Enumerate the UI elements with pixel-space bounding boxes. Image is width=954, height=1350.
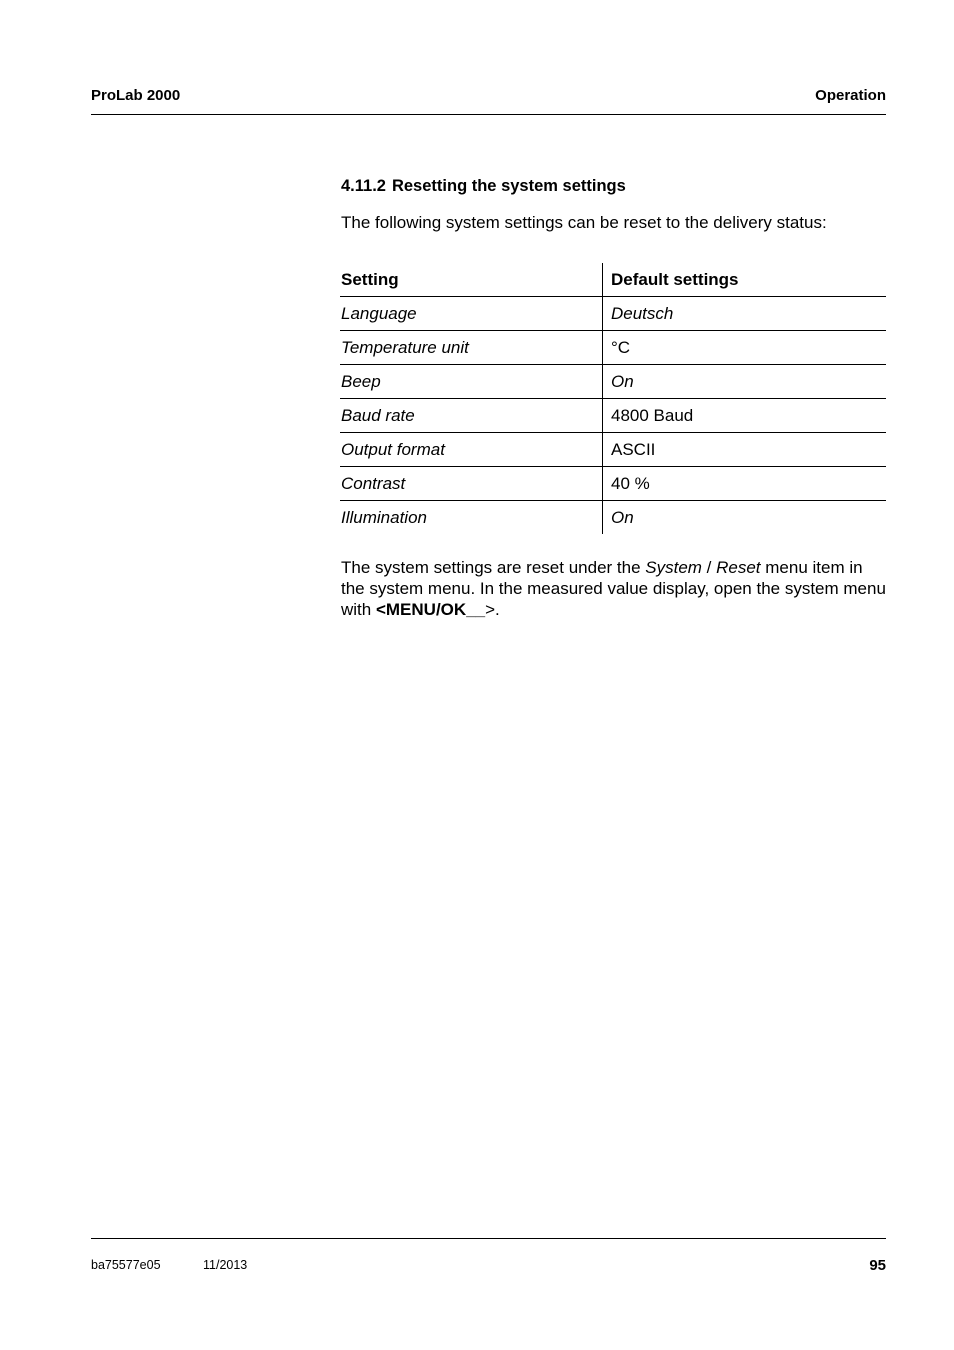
header-product: ProLab 2000 xyxy=(91,87,181,104)
instructions-part3: >. xyxy=(485,600,500,619)
page-number: 95 xyxy=(869,1257,886,1274)
section-number: 4.11.2 xyxy=(341,177,386,195)
setting-default: On xyxy=(611,507,634,527)
menu-ok-key: <MENU/OK xyxy=(375,600,467,619)
table-row xyxy=(340,365,886,399)
footer-doc-id: ba75577e05 xyxy=(91,1258,161,1272)
setting-default: 4800 Baud xyxy=(603,399,887,433)
setting-default: °C xyxy=(603,331,887,365)
setting-name: Baud rate xyxy=(340,399,603,433)
setting-name: Language xyxy=(340,297,603,331)
table-row xyxy=(340,297,886,331)
setting-name: Output format xyxy=(340,433,603,467)
page-header xyxy=(91,86,886,115)
instructions-part1: The system settings are reset under the xyxy=(341,558,646,577)
footer-date: 11/2013 xyxy=(203,1258,248,1272)
menu-separator: / xyxy=(701,558,717,577)
setting-default: Deutsch xyxy=(603,297,887,331)
setting-name: Beep xyxy=(340,365,603,399)
table-row xyxy=(340,433,886,467)
intro-text: The following system settings can be reset to the delivery status: xyxy=(341,213,827,232)
table-header-row xyxy=(340,263,886,297)
instructions-part2: menu item in the system menu. In the measured value display, open the system menu with xyxy=(341,558,886,619)
page-footer xyxy=(91,1238,886,1279)
column-header-default: Default settings xyxy=(603,263,887,297)
table-row xyxy=(340,501,886,535)
menu-system: System xyxy=(645,558,702,577)
setting-name: Contrast xyxy=(340,467,603,501)
column-header-setting: Setting xyxy=(340,263,603,297)
table-row xyxy=(340,467,886,501)
section-title-text: Resetting the system settings xyxy=(391,177,626,195)
setting-default: On xyxy=(603,365,887,399)
setting-default: ASCII xyxy=(603,433,887,467)
reset-instructions xyxy=(341,557,889,620)
setting-default: 40 % xyxy=(603,467,887,501)
section-title xyxy=(341,177,626,196)
table-row xyxy=(340,331,886,365)
menu-ok-key-pad: __ xyxy=(466,600,486,619)
menu-reset: Reset xyxy=(716,558,761,577)
setting-name: Temperature unit xyxy=(340,331,603,365)
setting-name: Illumination xyxy=(340,501,603,535)
table-row xyxy=(340,399,886,433)
header-chapter: Operation xyxy=(815,87,886,104)
settings-table xyxy=(340,263,886,534)
